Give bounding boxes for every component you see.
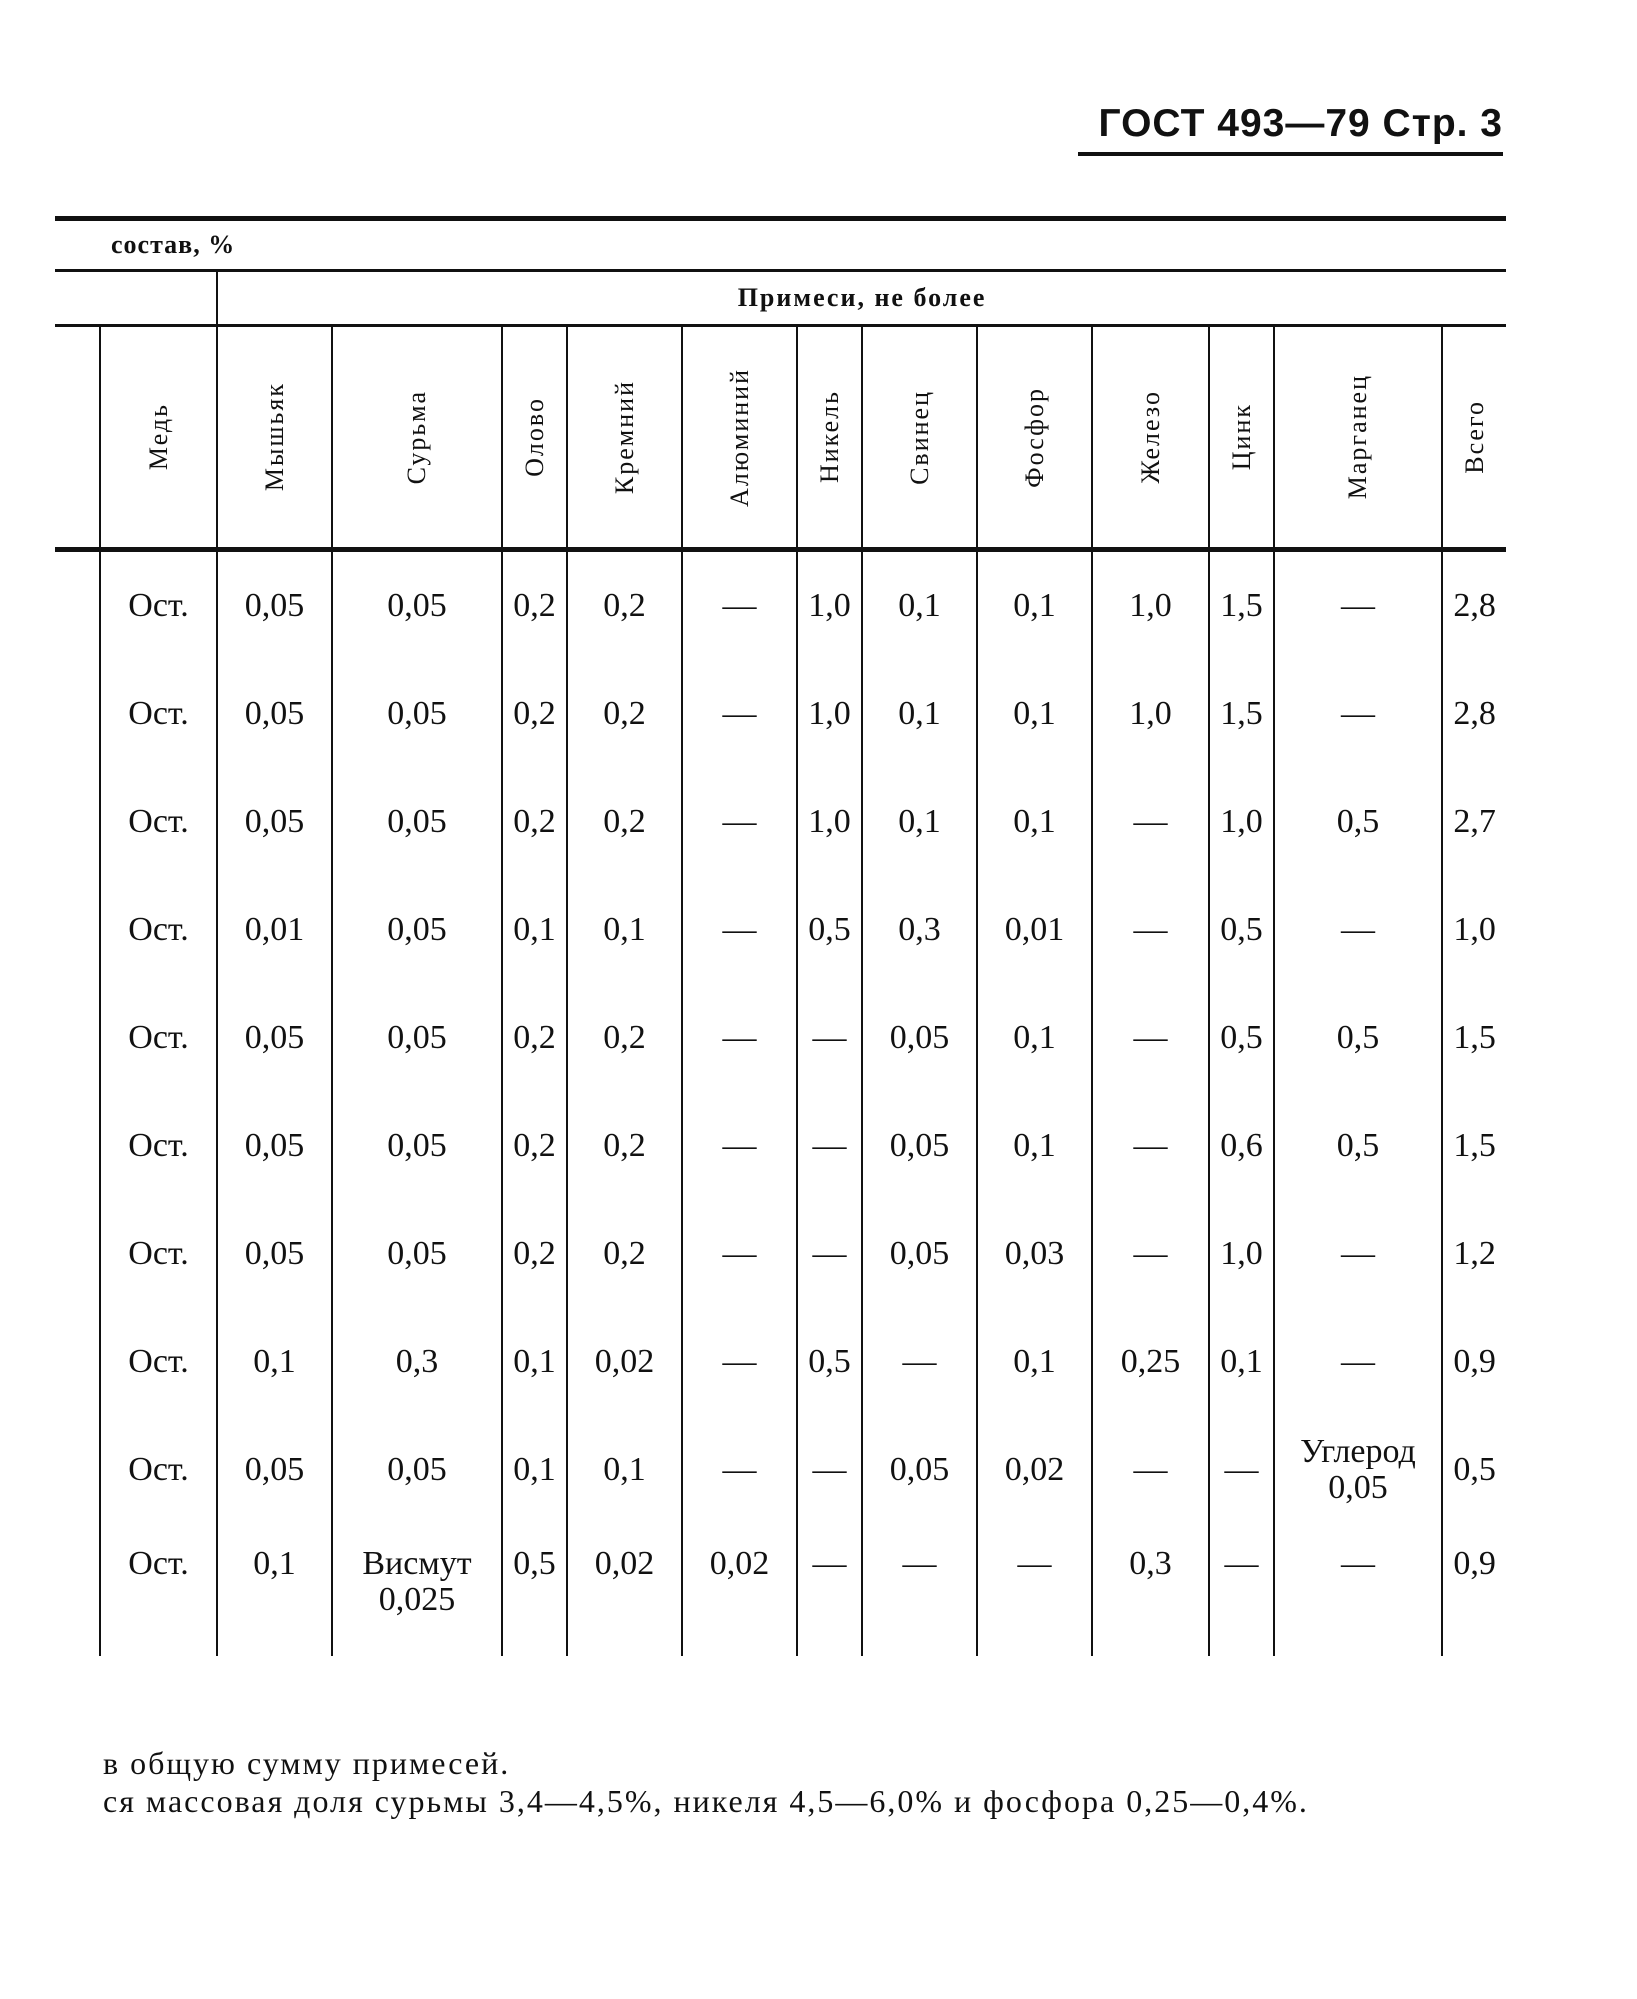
table-cell: 0,05 xyxy=(217,550,332,661)
table-cell: 0,1 xyxy=(217,1308,332,1416)
table-cell: — xyxy=(1092,1416,1209,1524)
table-cell: Ост. xyxy=(100,876,217,984)
table-row xyxy=(55,1308,1506,1416)
table-cell: 0,05 xyxy=(217,984,332,1092)
table-cell: — xyxy=(1274,1308,1442,1416)
header-rule xyxy=(1078,152,1503,156)
table-cell: 0,5 xyxy=(1209,876,1274,984)
table-cell: 0,5 xyxy=(1442,1416,1506,1524)
table-cell: 1,5 xyxy=(1209,550,1274,661)
table-cell: 1,0 xyxy=(797,660,862,768)
impurities-group-title: Примеси, не более xyxy=(217,271,1506,326)
table-cell: 0,1 xyxy=(567,876,682,984)
row-spacer xyxy=(55,984,100,1092)
table-cell: 0,1 xyxy=(502,1416,567,1524)
row-spacer xyxy=(55,1308,100,1416)
table-cell: 0,1 xyxy=(502,1308,567,1416)
table-cell: 0,05 xyxy=(332,1092,502,1200)
table-cell: — xyxy=(1274,550,1442,661)
table-cell: 0,05 xyxy=(332,1416,502,1524)
table-cell: 1,5 xyxy=(1209,660,1274,768)
table-cell: 0,3 xyxy=(862,876,977,984)
table-cell: 0,01 xyxy=(217,876,332,984)
table-cell: 2,7 xyxy=(1442,768,1506,876)
table-cell: 0,05 xyxy=(862,1416,977,1524)
column-header-phosphorus xyxy=(977,326,1092,550)
table-cell: 0,5 xyxy=(797,876,862,984)
table-cell: 1,0 xyxy=(1442,876,1506,984)
table-cell: 0,9 xyxy=(1442,1308,1506,1416)
table-cell: 0,2 xyxy=(567,1200,682,1308)
table-cell: 0,1 xyxy=(502,876,567,984)
table-cell: — xyxy=(1092,768,1209,876)
footnotes xyxy=(103,1744,1503,1820)
table-cell: 0,1 xyxy=(862,550,977,661)
table-cell: Ост. xyxy=(100,1524,217,1656)
table-cell: 0,05 xyxy=(217,1200,332,1308)
table-cell: 0,01 xyxy=(977,876,1092,984)
table-cell: — xyxy=(797,1200,862,1308)
table-cell: 0,2 xyxy=(567,550,682,661)
table-cell: Ост. xyxy=(100,1092,217,1200)
row-spacer xyxy=(55,1200,100,1308)
table-cell: 1,2 xyxy=(1442,1200,1506,1308)
table-cell: 1,0 xyxy=(1209,1200,1274,1308)
table-cell: 0,5 xyxy=(797,1308,862,1416)
table-cell: 0,1 xyxy=(862,768,977,876)
table-cell: — xyxy=(1274,1524,1442,1656)
table-row xyxy=(55,1416,1506,1524)
table-cell: 0,2 xyxy=(502,1200,567,1308)
table-cell: 0,1 xyxy=(217,1524,332,1656)
caption-row xyxy=(55,219,1506,271)
table-cell: 0,05 xyxy=(332,660,502,768)
table-cell: 0,3 xyxy=(1092,1524,1209,1656)
table-row xyxy=(55,1092,1506,1200)
cell-note-label: Висмут xyxy=(362,1545,472,1582)
table-cell: 1,0 xyxy=(1092,550,1209,661)
column-header-label: Никель xyxy=(814,390,844,484)
table-cell: Ост. xyxy=(100,660,217,768)
table-cell: — xyxy=(682,876,797,984)
table-cell: — xyxy=(682,660,797,768)
column-header-label: Кремний xyxy=(609,379,639,495)
table-cell: 0,2 xyxy=(567,768,682,876)
table-body xyxy=(55,550,1506,1657)
row-spacer xyxy=(55,876,100,984)
table-cell: — xyxy=(1092,1200,1209,1308)
column-header-label: Сурьма xyxy=(402,389,431,485)
table-row xyxy=(55,876,1506,984)
column-header-label: Медь xyxy=(143,403,173,471)
table-cell: 0,05 xyxy=(332,984,502,1092)
table-cell: 0,5 xyxy=(1209,984,1274,1092)
table-cell: 1,0 xyxy=(1209,768,1274,876)
table-row xyxy=(55,768,1506,876)
column-header-silicon xyxy=(567,326,682,550)
table-cell: — xyxy=(1092,1092,1209,1200)
table-cell: — xyxy=(682,1308,797,1416)
table-row xyxy=(55,1200,1506,1308)
table-cell: 0,5 xyxy=(1274,984,1442,1092)
table-cell: — xyxy=(1092,876,1209,984)
table-cell: 1,0 xyxy=(797,768,862,876)
table-cell: — xyxy=(862,1524,977,1656)
table-cell: 0,02 xyxy=(567,1524,682,1656)
group-header-row xyxy=(55,271,1506,326)
table-cell: 0,05 xyxy=(332,550,502,661)
page-header: ГОСТ 493—79 Стр. 3 xyxy=(1098,102,1503,145)
table-cell: — xyxy=(682,1200,797,1308)
table-cell: 0,5 xyxy=(1274,768,1442,876)
table-cell: 0,1 xyxy=(977,550,1092,661)
table-cell: — xyxy=(1209,1524,1274,1656)
table-cell: 0,5 xyxy=(1274,1092,1442,1200)
column-header-manganese xyxy=(1274,326,1442,550)
table-cell: — xyxy=(797,984,862,1092)
table-cell: — xyxy=(682,1416,797,1524)
table-cell: 0,3 xyxy=(332,1308,502,1416)
table-cell: — xyxy=(1274,660,1442,768)
column-header-label: Олово xyxy=(519,397,549,477)
table-row xyxy=(55,984,1506,1092)
table-row xyxy=(55,660,1506,768)
table-cell: 0,1 xyxy=(977,1092,1092,1200)
column-header-label: Железо xyxy=(1135,390,1165,484)
cell-note-label: Углерод xyxy=(1300,1433,1416,1470)
table-cell: 1,0 xyxy=(797,550,862,661)
table-cell: — xyxy=(797,1416,862,1524)
table-cell: Ост. xyxy=(100,984,217,1092)
row-spacer xyxy=(55,1524,100,1656)
table-cell: 0,1 xyxy=(1209,1308,1274,1416)
row-spacer xyxy=(55,1092,100,1200)
column-header-antimony xyxy=(332,326,502,550)
column-header-spacer xyxy=(55,326,100,550)
table-cell: 0,1 xyxy=(977,1308,1092,1416)
column-header-zinc xyxy=(1209,326,1274,550)
table-cell: 0,02 xyxy=(977,1416,1092,1524)
table-cell xyxy=(1274,1416,1442,1524)
row-spacer xyxy=(55,1416,100,1524)
table-cell: — xyxy=(862,1308,977,1416)
table-cell: 0,05 xyxy=(332,1200,502,1308)
table-cell: — xyxy=(1274,1200,1442,1308)
table-cell: 0,2 xyxy=(502,1092,567,1200)
table-cell: 0,2 xyxy=(502,660,567,768)
table-cell: 1,5 xyxy=(1442,984,1506,1092)
column-header-total xyxy=(1442,326,1506,550)
table-cell: 0,02 xyxy=(682,1524,797,1656)
table-cell: Ост. xyxy=(100,550,217,661)
table-cell: — xyxy=(797,1092,862,1200)
table-cell: 0,2 xyxy=(502,550,567,661)
table-cell: — xyxy=(682,1092,797,1200)
column-header-label: Всего xyxy=(1459,400,1489,474)
column-header-row xyxy=(55,326,1506,550)
table-cell: 0,02 xyxy=(567,1308,682,1416)
table-cell: 0,05 xyxy=(862,1092,977,1200)
table-cell: 0,2 xyxy=(502,768,567,876)
column-header-arsenic xyxy=(217,326,332,550)
table-cell: 0,5 xyxy=(502,1524,567,1656)
table-cell: Ост. xyxy=(100,1200,217,1308)
footnote-line: в общую сумму примесей. xyxy=(103,1745,511,1781)
table-cell: 0,9 xyxy=(1442,1524,1506,1656)
table-cell: — xyxy=(797,1524,862,1656)
table-cell: — xyxy=(682,550,797,661)
column-header-label: Марганец xyxy=(1343,374,1372,500)
table-cell: — xyxy=(1209,1416,1274,1524)
cell-note-value: 0,025 xyxy=(378,1581,456,1618)
table-row xyxy=(55,550,1506,661)
table-cell: 1,0 xyxy=(1092,660,1209,768)
table-cell: Ост. xyxy=(100,1308,217,1416)
table-cell: 0,2 xyxy=(567,984,682,1092)
table-cell: 0,05 xyxy=(217,1092,332,1200)
table-cell: 2,8 xyxy=(1442,660,1506,768)
column-header-label: Цинк xyxy=(1226,403,1256,471)
cell-note-value: 0,05 xyxy=(1328,1469,1388,1506)
column-header-iron xyxy=(1092,326,1209,550)
table-cell: 0,05 xyxy=(332,768,502,876)
table-cell: — xyxy=(682,984,797,1092)
table-cell: 0,1 xyxy=(862,660,977,768)
table-cell: 0,05 xyxy=(217,660,332,768)
column-header-copper xyxy=(100,326,217,550)
table-cell: 0,1 xyxy=(567,1416,682,1524)
table-row xyxy=(55,1524,1506,1656)
table-cell: 0,1 xyxy=(977,984,1092,1092)
table-cell: 1,5 xyxy=(1442,1092,1506,1200)
column-header-label: Фосфор xyxy=(1019,386,1049,488)
table-cell: 0,1 xyxy=(977,768,1092,876)
table-cell: — xyxy=(682,768,797,876)
table-cell: 2,8 xyxy=(1442,550,1506,661)
column-header-aluminium xyxy=(682,326,797,550)
table-cell: 0,05 xyxy=(217,768,332,876)
table-cell: 0,05 xyxy=(332,876,502,984)
footnote-line: ся массовая доля сурьмы 3,4—4,5%, никеля 4,5—6,0% и фосфора 0,25—0,4%. xyxy=(103,1783,1309,1819)
column-header-nickel xyxy=(797,326,862,550)
table-cell: Ост. xyxy=(100,768,217,876)
row-spacer xyxy=(55,768,100,876)
table-cell: 0,05 xyxy=(217,1416,332,1524)
row-spacer xyxy=(55,550,100,661)
table-caption: состав, % xyxy=(55,219,1506,271)
column-header-label: Свинец xyxy=(904,389,934,485)
table-cell: — xyxy=(1092,984,1209,1092)
table-cell: — xyxy=(977,1524,1092,1656)
column-header-label: Алюминий xyxy=(724,367,754,507)
table-cell: 0,2 xyxy=(502,984,567,1092)
table-cell: Ост. xyxy=(100,1416,217,1524)
table-cell: 0,05 xyxy=(862,984,977,1092)
composition-table xyxy=(55,216,1506,1656)
column-header-lead xyxy=(862,326,977,550)
table-cell: 0,6 xyxy=(1209,1092,1274,1200)
table-cell: 0,25 xyxy=(1092,1308,1209,1416)
table-cell: 0,2 xyxy=(567,1092,682,1200)
table-cell xyxy=(332,1524,502,1656)
table-cell: 0,05 xyxy=(862,1200,977,1308)
row-spacer xyxy=(55,660,100,768)
group-header-blank xyxy=(55,271,217,326)
column-header-tin xyxy=(502,326,567,550)
table-cell: 0,2 xyxy=(567,660,682,768)
table-cell: — xyxy=(1274,876,1442,984)
table-cell: 0,03 xyxy=(977,1200,1092,1308)
table-cell: 0,1 xyxy=(977,660,1092,768)
column-header-label: Мышьяк xyxy=(259,382,289,492)
